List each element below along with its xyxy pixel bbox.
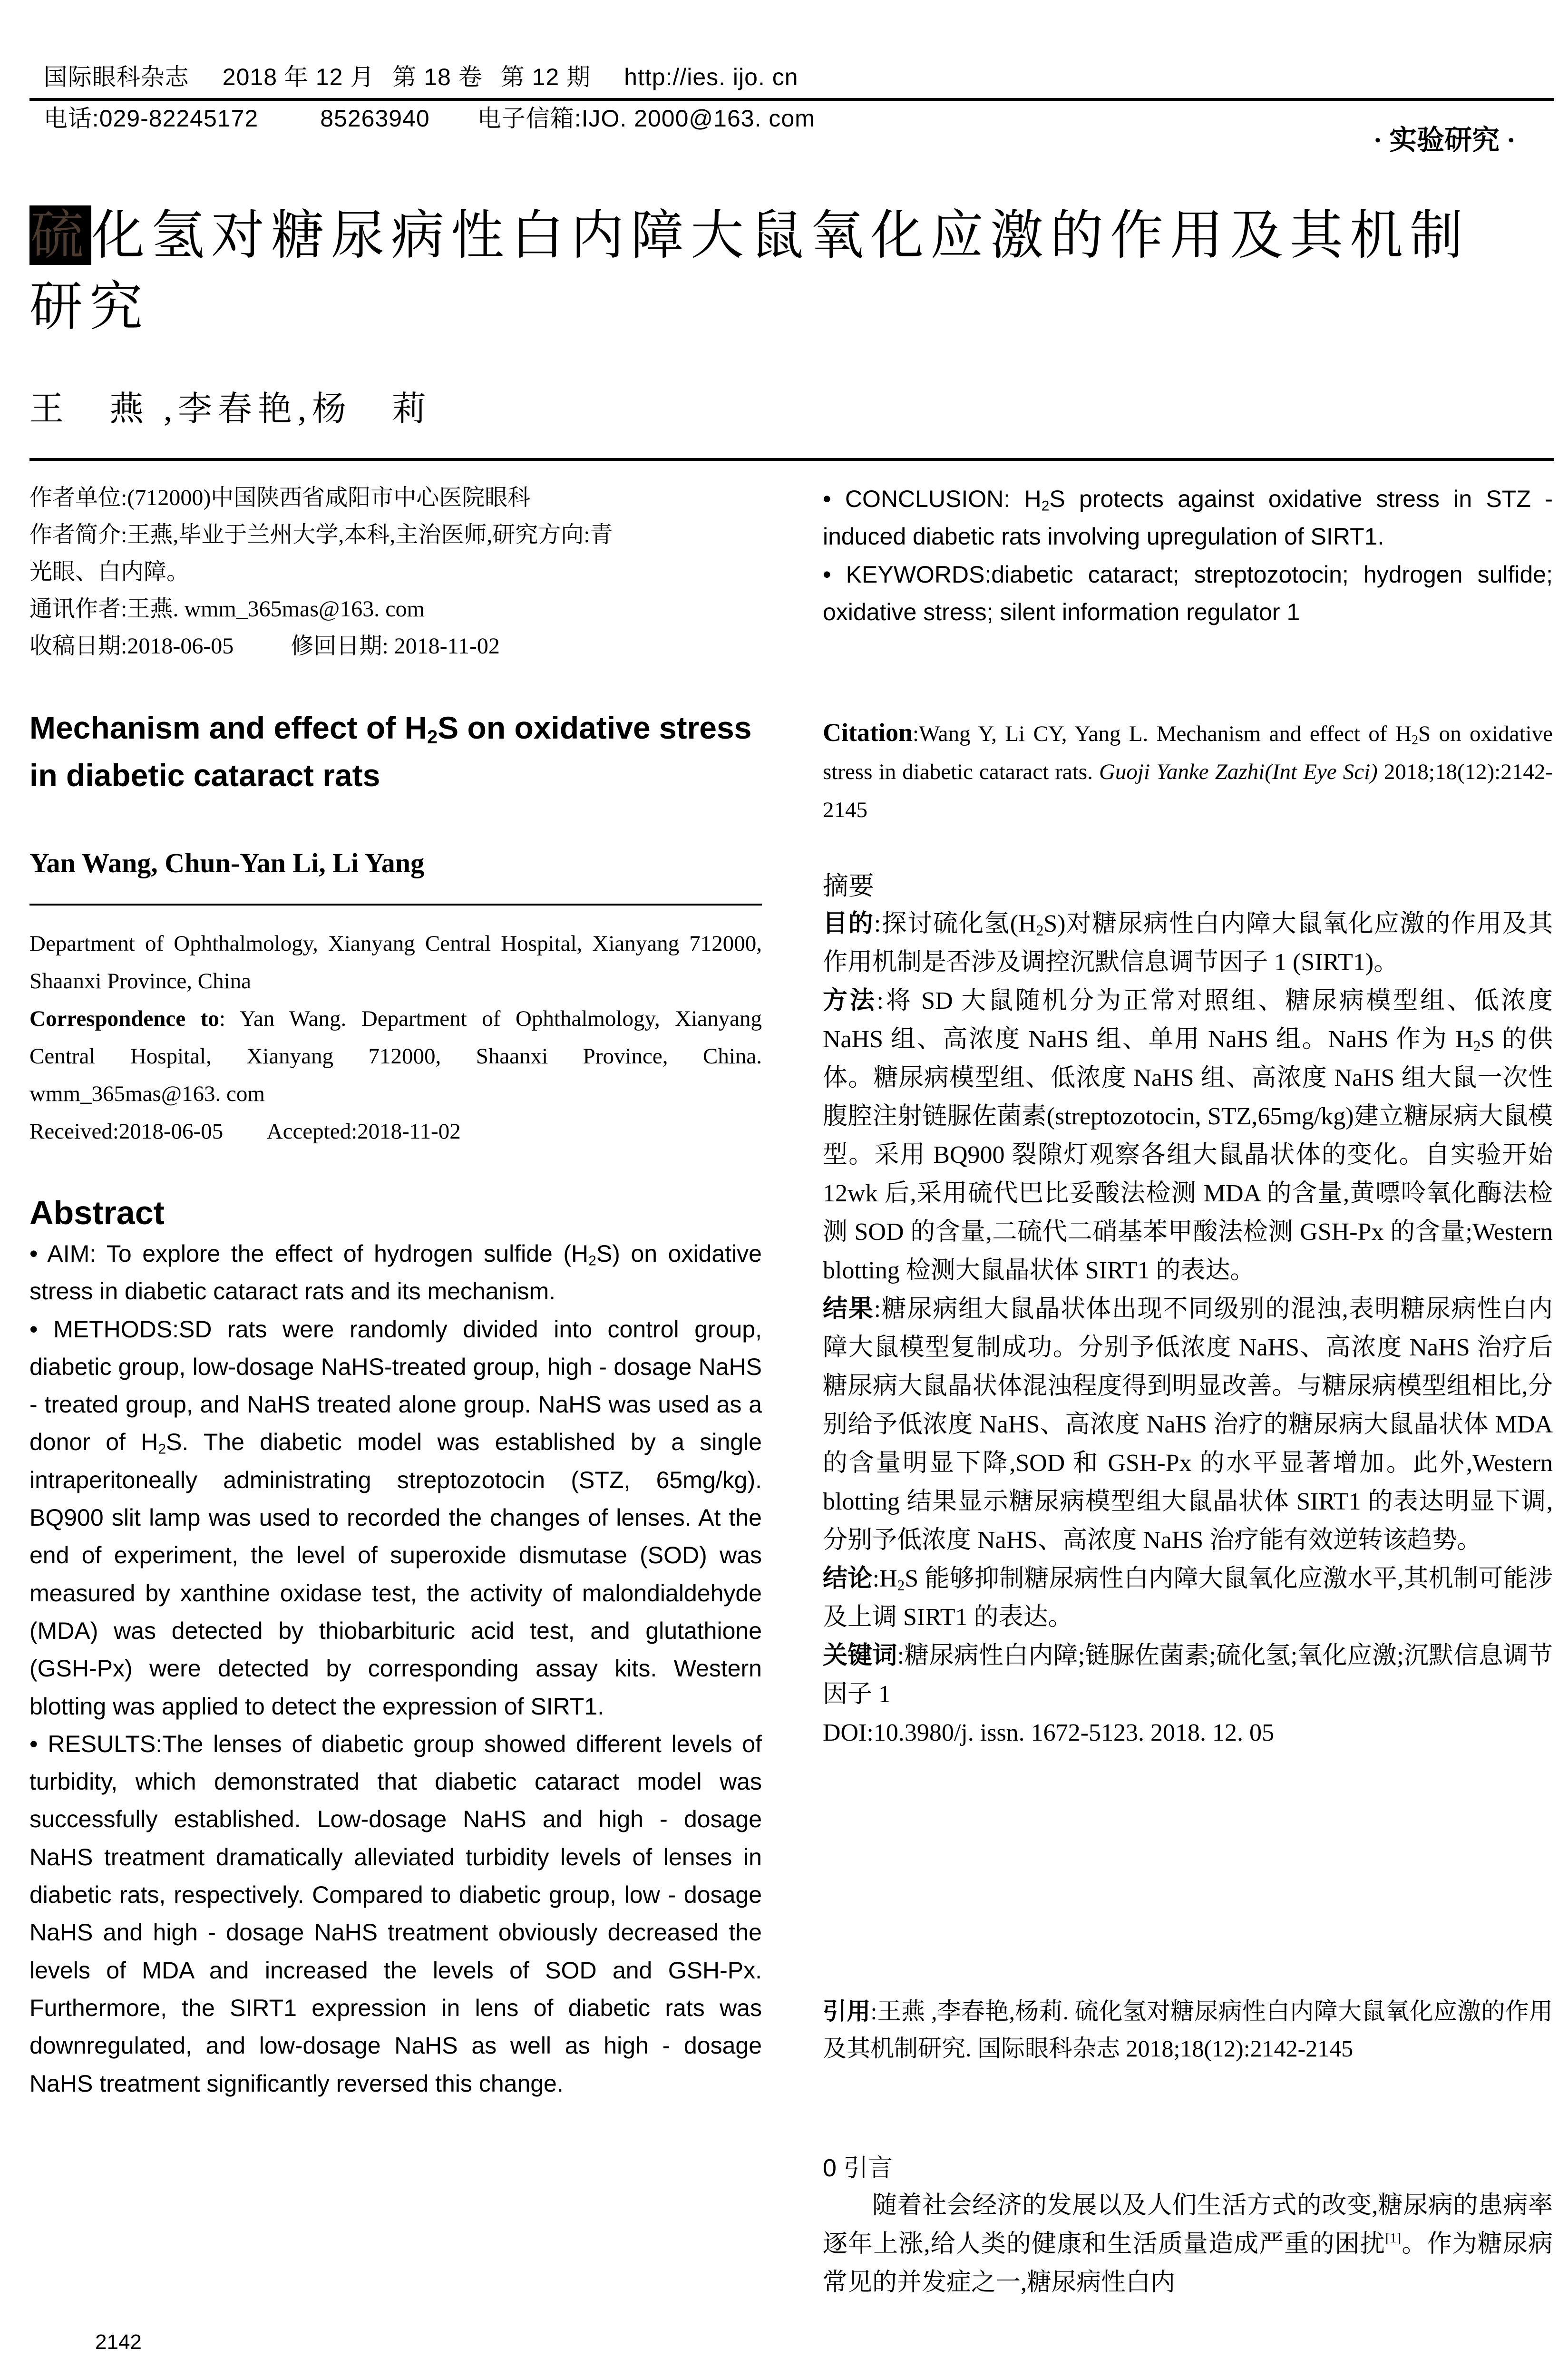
methods-text-b: S. The diabetic model was established by a single intraperitoneally administrating streptozotocin (STZ, 65mg/kg). BQ900 slit lamp was used to recorded the changes of lenses. At the end of experiment, the level of superoxide dismutase (SOD) was measured by xanthine oxidase test, the activity of malondialdehyde (MDA) was detected by thiobarbituric acid test, and glutathione (GSH-Px) were detected by corresponding assay kits. Western blotting was applied to detect the expression of SIRT1. <box>29 1429 762 1720</box>
citation-text-c: 2018;18(12):2142-2145 <box>823 760 1553 822</box>
en-title-part2: S on oxidative stress in diabetic cataract rats <box>29 710 752 793</box>
corresponding-author-cn: 通讯作者:王燕. wmm_365mas@163. com <box>29 596 425 622</box>
revised-date-cn: 修回日期: 2018-11-02 <box>291 633 500 659</box>
aim-cn: 目的:探讨硫化氢$(H_2S)$对糖尿病性白内障大鼠氧化应激的作用及其作用机制是否涉及调控沉默信息调节因子 1 (SIRT1)。 <box>823 910 1553 976</box>
intro-text-a: 随着社会经济的发展以及人们生活方式的改变,糖尿病的患病率逐年上涨,给人类的健康和生活质量造成严重的困扰 <box>823 2192 1553 2258</box>
methods-label: • METHODS <box>29 1315 173 1343</box>
dates-cn <box>29 628 762 665</box>
aim-label: • AIM <box>29 1240 90 1267</box>
conclusion-cn-label: 结论 <box>823 1565 873 1592</box>
correspondence-text: : Yan Wang. Department of Ophthalmology, Xianyang Central Hospital, Xianyang 712000, Shaanxi Province, China. wmm_365mas@163. com <box>29 1006 762 1106</box>
abstract-heading: Abstract <box>29 1194 165 1231</box>
issue-number: 第 12 期 <box>500 64 591 90</box>
affiliation-en <box>29 925 762 1150</box>
keywords-cn <box>823 1637 1553 1714</box>
title-line1: 化氢对糖尿病性白内障大鼠氧化应激的作用及其机制 <box>91 205 1470 265</box>
aim-text-b: S) on oxidative stress in diabetic cataract rats and its mechanism. <box>29 1240 762 1305</box>
dept-en: Department of Ophthalmology, Xianyang Central Hospital, Xianyang 712000, Shaanxi Province, China <box>29 931 762 994</box>
methods-cn-text-a: :将 SD 大鼠随机分为正常对照组、糖尿病模型组、低浓度 NaHS 组、高浓度 NaHS 组、单用 NaHS 组。NaHS 作为 H <box>823 987 1553 1053</box>
citation-cn-text: :王燕 ,李春艳,杨莉. 硫化氢对糖尿病性白内障大鼠氧化应激的作用及其机制研究. 国际眼科杂志 2018;18(12):2142-2145 <box>823 1998 1553 2062</box>
results-cn-label: 结果 <box>823 1295 874 1323</box>
abstract-en-body <box>29 1235 762 2103</box>
abstract-cn-body <box>823 905 1553 1752</box>
conclusion-cn: 结论$:H_2S$ 能够抑制糖尿病性白内障大鼠氧化应激水平,其机制可能涉及上调 SIRT1 的表达。 <box>823 1565 1553 1631</box>
title-line2: 研究 <box>29 277 149 336</box>
results-label: • RESULTS <box>29 1730 156 1757</box>
author-bio-cn <box>29 516 762 591</box>
authors-rule <box>29 458 1554 461</box>
header-rule <box>29 98 1554 101</box>
citation-text-a: :Wang Y, Li CY, Yang L. Mechanism and effect of H <box>913 721 1412 746</box>
affiliation-cn: 作者单位:(712000)中国陕西省咸阳市中心医院眼科 <box>29 485 531 510</box>
conclusion-label: • CONCLUSION <box>823 486 1004 512</box>
methods-cn: 方法:将 SD 大鼠随机分为正常对照组、糖尿病模型组、低浓度 NaHS 组、高浓度 NaHS 组、单用 NaHS 组。NaHS 作为 $H_2S$ 的供体。糖尿病模型组、低浓度 NaHS 组、高浓度 NaHS 组大鼠一次性腹腔注射链脲佐菌素(streptozotocin, STZ,65mg/kg)建立糖尿病大鼠模型。采用 BQ900 裂隙灯观察各组大鼠晶状体的变化。自实验开始 12wk 后,采用硫代巴比妥酸法检测 MDA 的含量,黄嘌呤氧化酶法检测 SOD 的含量,二硫代二硝基苯甲酸法检测 GSH-Px 的含量;Western blotting 检测大鼠晶状体 SIRT1 的表达。 <box>823 987 1553 1284</box>
issue-date: 2018 年 12 月 <box>222 64 375 90</box>
keywords-cn-text: :糖尿病性白内障;链脲佐菌素;硫化氢;氧化应激;沉默信息调节因子 1 <box>823 1642 1553 1708</box>
abstract-en-continued <box>823 480 1553 631</box>
en-title-part1: Mechanism and effect of H <box>29 710 428 745</box>
citation-text-b: S on oxidative stress in diabetic cataract rats. <box>823 721 1553 784</box>
abstract-cn-heading: 摘要 <box>823 872 874 900</box>
journal-name: 国际眼科杂志 <box>43 64 189 90</box>
methods-cn-text-b: S 的供体。糖尿病模型组、低浓度 NaHS 组、高浓度 NaHS 组大鼠一次性腹腔注射链脲佐菌素(streptozotocin, STZ,65mg/kg)建立糖尿病大鼠模型。采用 BQ900 裂隙灯观察各组大鼠晶状体的变化。自实验开始 12wk 后,采用硫代巴比妥酸法检测 MDA 的含量,黄嘌呤氧化酶法检测 SOD 的含量,二硫代二硝基苯甲酸法检测 GSH-Px 的含量;Western blotting 检测大鼠晶状体 SIRT1 的表达。 <box>823 1026 1553 1284</box>
conclusion-cn-text-b: S 能够抑制糖尿病性白内障大鼠氧化应激水平,其机制可能涉及上调 SIRT1 的表达。 <box>823 1565 1553 1631</box>
results-cn <box>823 1290 1553 1559</box>
conclusion-cn-text-a: :H <box>872 1565 897 1592</box>
article-title <box>29 202 1470 269</box>
results-cn-text: :糖尿病组大鼠晶状体出现不同级别的混浊,表明糖尿病性白内障大鼠模型复制成功。分别予低浓度 NaHS、高浓度 NaHS 治疗后糖尿病大鼠晶状体混浊程度得到明显改善。与糖尿病模型组相比,分别给予低浓度 NaHS、高浓度 NaHS 治疗的糖尿病大鼠晶状体 MDA 的含量明显下降,SOD 和 GSH-Px 的水平显著增加。此外,Western blotting 结果显示糖尿病模型组大鼠晶状体 SIRT1 的表达明显下调,分别予低浓度 NaHS、高浓度 NaHS 治疗能有效逆转该趋势。 <box>823 1296 1553 1554</box>
keywords-cn-label: 关键词 <box>823 1642 897 1669</box>
aim-cn-text-a: :探讨硫化氢(H <box>874 910 1036 937</box>
authors-cn: 王 燕 ,李春艳,杨 莉 <box>29 390 432 428</box>
correspondence-en <box>29 1000 762 1113</box>
phone-2: 85263940 <box>320 105 430 132</box>
english-title <box>29 704 762 799</box>
citation-label: Citation <box>823 718 913 747</box>
keywords-label: • KEYWORDS <box>823 561 985 588</box>
aim-cn-label: 目的 <box>823 910 874 937</box>
citation-journal: Guoji Yanke Zazhi(Int Eye Sci) <box>1099 760 1378 784</box>
title-highlighted-char: 硫 <box>30 205 90 265</box>
intro-paragraph <box>823 2186 1553 2302</box>
abstract-conclusion: • CONCLUSION: $H_2S$ protects against oxidative stress in STZ - induced diabetic rats involving upregulation of SIRT1. <box>823 486 1553 550</box>
abstract-aim: • AIM: To explore the effect of hydrogen sulfide $(H_2S)$ on oxidative stress in diabetic cataract rats and its mechanism. <box>29 1240 762 1305</box>
abstract-results <box>29 1725 762 2103</box>
intro-heading: 0 引言 <box>823 2154 893 2182</box>
volume: 第 18 卷 <box>392 64 483 90</box>
methods-cn-label: 方法 <box>823 987 877 1014</box>
phone: 电话:029-82245172 <box>43 105 259 132</box>
correspondence-label: Correspondence to <box>29 1006 219 1031</box>
citation-ref[interactable]: [1] <box>1385 2231 1402 2246</box>
citation-cn <box>823 1993 1553 2067</box>
section-label: · 实验研究 · <box>1373 125 1516 156</box>
conclusion-text-a: : H <box>1003 486 1042 512</box>
abstract-methods: • METHODS:SD rats were randomly divided into control group, diabetic group, low-dosage NaHS-treated group, high - dosage NaHS - treated group, and NaHS treated alone group. NaHS was used as a donor of $H_2S$. The diabetic model was established by a single intraperitoneally administrating streptozotocin (STZ, 65mg/kg). BQ900 slit lamp was used to recorded the changes of lenses. At the end of experiment, the level of superoxide dismutase (SOD) was measured by xanthine oxidase test, the activity of malondialdehyde (MDA) was detected by thiobarbituric acid test, and glutathione (GSH-Px) were detected by corresponding assay kits. Western blotting was applied to detect the expression of SIRT1. <box>29 1315 762 1720</box>
author-bio-line2: 光眼、白内障。 <box>29 559 190 585</box>
conclusion-text-b: S protects against oxidative stress in STZ - induced diabetic rats involving upregulation of SIRT1. <box>823 486 1553 550</box>
journal-email[interactable]: 电子信箱:IJO. 2000@163. com <box>477 105 815 132</box>
citation-en: Citation:Wang Y, Li CY, Yang L. Mechanism and effect of $H_2S$ on oxidative stress in diabetic cataract rats. Guoji Yanke Zazhi(Int Eye Sci) 2018;18(12):2142-2145 <box>823 718 1553 822</box>
keywords-text: :diabetic cataract; streptozotocin; hydrogen sulfide; oxidative stress; silent information regulator 1 <box>823 561 1553 625</box>
citation-cn-label: 引用 <box>823 1998 871 2025</box>
dates-en <box>29 1113 762 1150</box>
en-title-subscript: 2 <box>427 726 438 748</box>
abstract-keywords <box>823 556 1553 632</box>
aim-cn-text-b: S)对糖尿病性白内障大鼠氧化应激的作用及其作用机制是否涉及调控沉默信息调节因子 1 (SIRT1)。 <box>823 910 1553 976</box>
doi[interactable]: DOI:10.3980/j. issn. 1672-5123. 2018. 12. 05 <box>823 1719 1274 1746</box>
page-number: 2142 <box>95 2330 142 2354</box>
author-bio-line1: 作者简介:王燕,毕业于兰州大学,本科,主治医师,研究方向:青 <box>29 522 613 547</box>
accepted-en: Accepted:2018-11-02 <box>266 1119 461 1144</box>
authors-en: Yan Wang, Chun-Yan Li, Li Yang <box>29 848 425 878</box>
author-info-cn <box>29 479 762 665</box>
aim-text-a: : To explore the effect of hydrogen sulfide (H <box>89 1240 589 1267</box>
received-date-cn: 收稿日期:2018-06-05 <box>29 633 234 659</box>
intro-text-b: 。作为糖尿病常见的并发症之一,糖尿病性白内 <box>823 2231 1553 2296</box>
journal-url[interactable]: http://ies. ijo. cn <box>624 64 799 90</box>
methods-text-a: :SD rats were randomly divided into control group, diabetic group, low-dosage NaHS-treated group, high - dosage NaHS - treated group, and NaHS treated alone group. NaHS was used as a donor of H <box>29 1315 762 1456</box>
received-en: Received:2018-06-05 <box>29 1119 224 1144</box>
en-authors-rule <box>29 904 762 906</box>
results-text: :The lenses of diabetic group showed different levels of turbidity, which demonstrated that diabetic cataract model was successfully established. Low-dosage NaHS and high - dosage NaHS treatment dramatically alleviated turbidity levels of lenses in diabetic rats, respectively. Compared to diabetic group, low - dosage NaHS and high - dosage NaHS treatment obviously decreased the levels of MDA and increased the levels of SOD and GSH-Px. Furthermore, the SIRT1 expression in lens of diabetic rats was downregulated, and low-dosage NaHS as well as high - dosage NaHS treatment significantly reversed this change. <box>29 1730 762 2097</box>
